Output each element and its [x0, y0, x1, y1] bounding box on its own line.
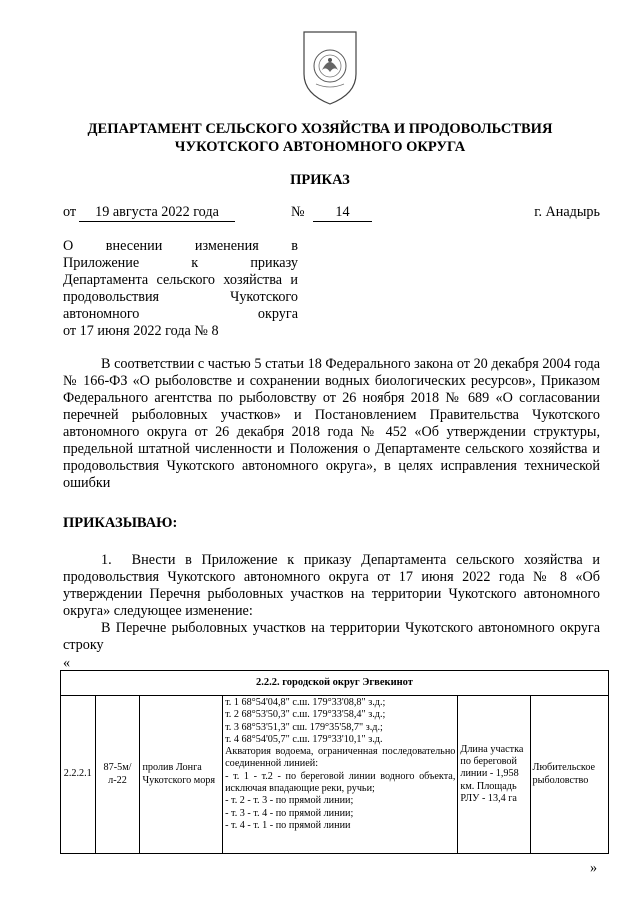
table-section-row [61, 671, 609, 696]
subject-line: автономного округа [63, 306, 298, 322]
boundary-line: т. 1 68°54'04,8" с.ш. 179°33'08,8" з.д.; [225, 697, 386, 708]
boundary-line: - т. 1 - т.2 - по береговой линии водного объекта, исключая впадающие реки, ручьи; [225, 770, 456, 795]
org-name-line1: ДЕПАРТАМЕНТ СЕЛЬСКОГО ХОЗЯЙСТВА И ПРОДОВОЛЬСТВИЯ [87, 121, 553, 137]
subject-line: Приложение к приказу [63, 255, 298, 271]
row-location: пролив Лонга Чукотского моря [140, 696, 223, 854]
row-size: Длина участка по береговой линии - 1,958 км. Площадь РЛУ - 13,4 га [458, 696, 530, 854]
order-date: 19 августа 2022 года [79, 204, 235, 222]
open-quote: « [63, 655, 71, 671]
boundary-line: т. 4 68°54'05,7" с.ш. 179°33'10,1" з.д. [225, 733, 383, 745]
item-1-text: Внести в Приложение к приказу Департамента сельского хозяйства и продовольствия Чукотского автономного округа от 17 июня 2022 года № 8 «Об утверждении Перечня рыболовных участков на территории Чукотского автономного округа» следующее изменение: [63, 552, 600, 619]
city: г. Анадырь [534, 204, 600, 220]
boundary-line: т. 2 68°53'50,3" с.ш. 179°33'58,4" з.д.; [225, 709, 386, 721]
boundary-line: - т. 2 - т. 3 - по прямой линии; [225, 795, 354, 807]
row-boundaries [223, 696, 458, 854]
document-title: ПРИКАЗ [290, 172, 350, 188]
close-quote: » [590, 860, 598, 876]
subject-line: продовольствия Чукотского [63, 289, 298, 305]
subject-line: О внесении изменения в [63, 238, 298, 254]
boundary-line: - т. 4 - т. 1 - по прямой линии [225, 819, 351, 831]
row-purpose: Любительское рыболовство [530, 696, 608, 854]
subject-line: Департамента сельского хозяйства и [63, 272, 298, 288]
boundary-line: т. 3 68°53'51,3" сш. 179°35'58,7" з.д.; [225, 721, 383, 733]
paragraph-2: В Перечне рыболовных участков на территории Чукотского автономного округа строку [63, 620, 600, 653]
subject-line: от 17 июня 2022 года № 8 [63, 323, 219, 339]
boundary-line: - т. 3 - т. 4 - по прямой линии; [225, 807, 354, 819]
fishing-area-table [60, 670, 609, 854]
date-label: от [63, 204, 77, 220]
row-id: 2.2.2.1 [61, 696, 96, 854]
item-1 [63, 552, 600, 620]
order-word: ПРИКАЗЫВАЮ: [63, 515, 178, 531]
order-number: 14 [313, 204, 372, 222]
number-label: № [291, 204, 305, 220]
boundary-line: Акватория водоема, ограниченная последовательно соединенной линией: [225, 746, 456, 770]
table-row [61, 696, 609, 854]
item-1-number: 1. [101, 552, 112, 568]
table-section-title: 2.2.2. городской округ Эгвекинот [61, 671, 609, 696]
preamble: В соответствии с частью 5 статьи 18 Федерального закона от 20 декабря 2004 года № 166-ФЗ «О рыболовстве и сохранении водных биологических ресурсов», Приказом Федерального агентства по рыболовству от 26 ноября 2018 № 689 «О согласовании перечней рыболовных участков» и Постановлением Правительства Чукотского автономного округа от 26 декабря 2018 года № 452 «Об утверждении структуры, предельной штатной численности и Положения о Департаменте сельского хозяйства и продовольствия Чукотского автономного округа», в целях исправления технической ошибки [63, 356, 600, 491]
subject-block [63, 238, 298, 340]
org-name-line2: ЧУКОТСКОГО АВТОНОМНОГО ОКРУГА [174, 139, 466, 155]
row-code: 87-5м/л-22 [95, 696, 140, 854]
coat-of-arms-icon [300, 28, 360, 106]
